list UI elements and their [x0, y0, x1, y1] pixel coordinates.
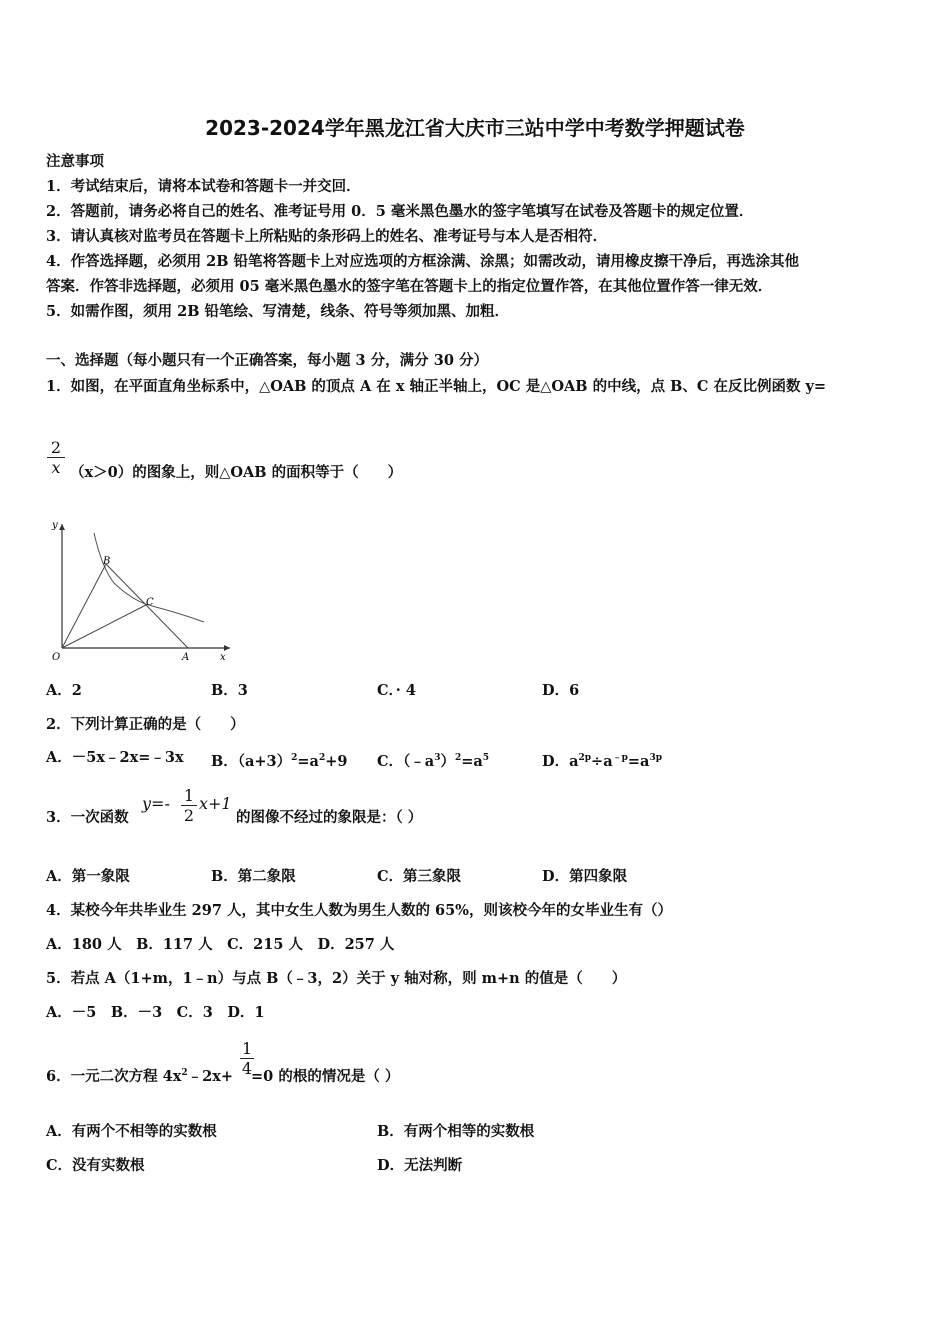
q6-post: =0 的根的情况是（ ） [251, 1068, 400, 1085]
q6-frac-num: 1 [242, 1039, 253, 1058]
q1-option-d: D．6 [542, 682, 580, 699]
notice-line: 4．作答选择题，必须用 2B 铅笔将答题卡上对应选项的方框涂满、涂黑；如需改动，请用橡皮擦干净后，再选涂其他 [46, 253, 800, 270]
q2-d-mid: ÷a [591, 753, 613, 770]
q3-eq-right: x+1 [199, 794, 232, 813]
q1-graph [44, 518, 234, 668]
q2-b-sup2: 2 [318, 753, 326, 763]
q3-option-c: C．第三象限 [377, 868, 462, 885]
q6-stem [46, 1063, 399, 1087]
label-x: x [220, 652, 226, 663]
q1-option-a: A．2 [46, 682, 82, 699]
q2-c-sup1: 3 [434, 753, 441, 763]
page-title: 2023-2024学年黑龙江省大庆市三站中学中考数学押题试卷 [205, 116, 745, 140]
q1-option-b: B．3 [211, 682, 248, 699]
q2-option-b [211, 748, 347, 772]
q1-frac-den: x [51, 458, 61, 477]
label-y: y [52, 520, 58, 531]
q2-b-mid: =a [297, 753, 319, 770]
q6-mid: ﹣2x+ [187, 1068, 234, 1085]
q3-fraction [181, 786, 197, 825]
q1-option-c: C．· 4 [377, 682, 416, 699]
q6-sup: 2 [181, 1068, 188, 1078]
notice-heading: 注意事项 [46, 153, 104, 170]
notice-line: 答案．作答非选择题，必须用 05 毫米黑色墨水的签字笔在答题卡上的指定位置作答，在其他位置作答一律无效． [46, 278, 773, 295]
q3-eq-left: y=- [142, 794, 170, 813]
q3-stem-post: 的图像不经过的象限是：（ ） [236, 809, 423, 826]
notice-line: 2．答题前，请务必将自己的姓名、准考证号用 0．5 毫米黑色墨水的签字笔填写在试卷及答题卡的规定位置． [46, 203, 754, 220]
section-heading: 一、选择题（每小题只有一个正确答案，每小题 3 分，满分 30 分） [46, 352, 488, 369]
q2-d-sup2: ﹣p [612, 753, 628, 763]
q2-c-sup3: 5 [482, 753, 490, 763]
q3-option-b: B．第二象限 [211, 868, 296, 885]
q2-c-mid2: =a [461, 753, 483, 770]
graph-bg [44, 518, 234, 668]
q2-b-post: +9 [325, 753, 348, 770]
q2-c-mid: ） [440, 753, 455, 770]
label-o: O [52, 652, 61, 663]
q2-b-sup1: 2 [291, 753, 298, 763]
q5-options: A．－5 B．－3 C．3 D．1 [46, 1004, 265, 1021]
q6-frac-den: 4 [241, 1059, 253, 1078]
q6-option-b: B．有两个相等的实数根 [377, 1123, 535, 1140]
q2-d-sup1: 2p [578, 753, 592, 763]
q2-d-pre: D．a [542, 753, 579, 770]
q6-fraction [240, 1039, 254, 1078]
q2-option-c [377, 748, 489, 772]
q6-option-d: D．无法判断 [377, 1157, 463, 1174]
notice-line: 1．考试结束后，请将本试卷和答题卡一并交回． [46, 178, 361, 195]
notice-line: 5．如需作图，须用 2B 铅笔绘、写清楚，线条、符号等须加黑、加粗． [46, 303, 510, 320]
q6-option-a: A．有两个不相等的实数根 [46, 1123, 217, 1140]
q2-b-pre: B．（a+3） [211, 753, 292, 770]
q1-stem-cont: （x＞0）的图象上，则△OAB 的面积等于（ ） [70, 464, 403, 481]
q1-fraction [47, 438, 65, 477]
q6-pre: 6．一元二次方程 4x [46, 1068, 182, 1085]
label-c: C [146, 597, 154, 608]
q2-c-pre: C．（﹣a [377, 753, 435, 770]
q3-frac-num: 1 [181, 786, 197, 806]
q3-option-d: D．第四象限 [542, 868, 628, 885]
q3-frac-den: 2 [183, 806, 195, 825]
q2-stem: 2．下列计算正确的是（ ） [46, 716, 245, 733]
q5-stem: 5．若点 A（1+m，1﹣n）与点 B（﹣3，2）关于 y 轴对称，则 m+n 的值是（ ） [46, 970, 627, 987]
label-b: B [103, 556, 111, 567]
label-a: A [182, 652, 190, 663]
q1-stem: 1．如图，在平面直角坐标系中，△OAB 的顶点 A 在 x 轴正半轴上，OC 是△OAB 的中线，点 B、C 在反比例函数 y= [46, 378, 827, 395]
q2-c-sup2: 2 [454, 753, 462, 763]
q3-stem-pre: 3．一次函数 [46, 809, 129, 826]
q6-option-c: C．没有实数根 [46, 1157, 145, 1174]
notice-line: 3．请认真核对监考员在答题卡上所粘贴的条形码上的姓名、准考证号与本人是否相符． [46, 228, 608, 245]
q1-frac-num: 2 [47, 438, 65, 458]
q3-option-a: A．第一象限 [46, 868, 130, 885]
q2-d-sup3: 3p [649, 753, 662, 763]
q4-options: A．180 人 B．117 人 C．215 人 D．257 人 [46, 936, 395, 953]
q2-option-d [542, 748, 662, 772]
q2-option-a: A．－5x﹣2x=﹣3x [46, 749, 184, 766]
q2-d-mid2: =a [627, 753, 650, 770]
q4-stem: 4．某校今年共毕业生 297 人，其中女生人数为男生人数的 65%，则该校今年的女毕业生有（） [46, 902, 672, 919]
